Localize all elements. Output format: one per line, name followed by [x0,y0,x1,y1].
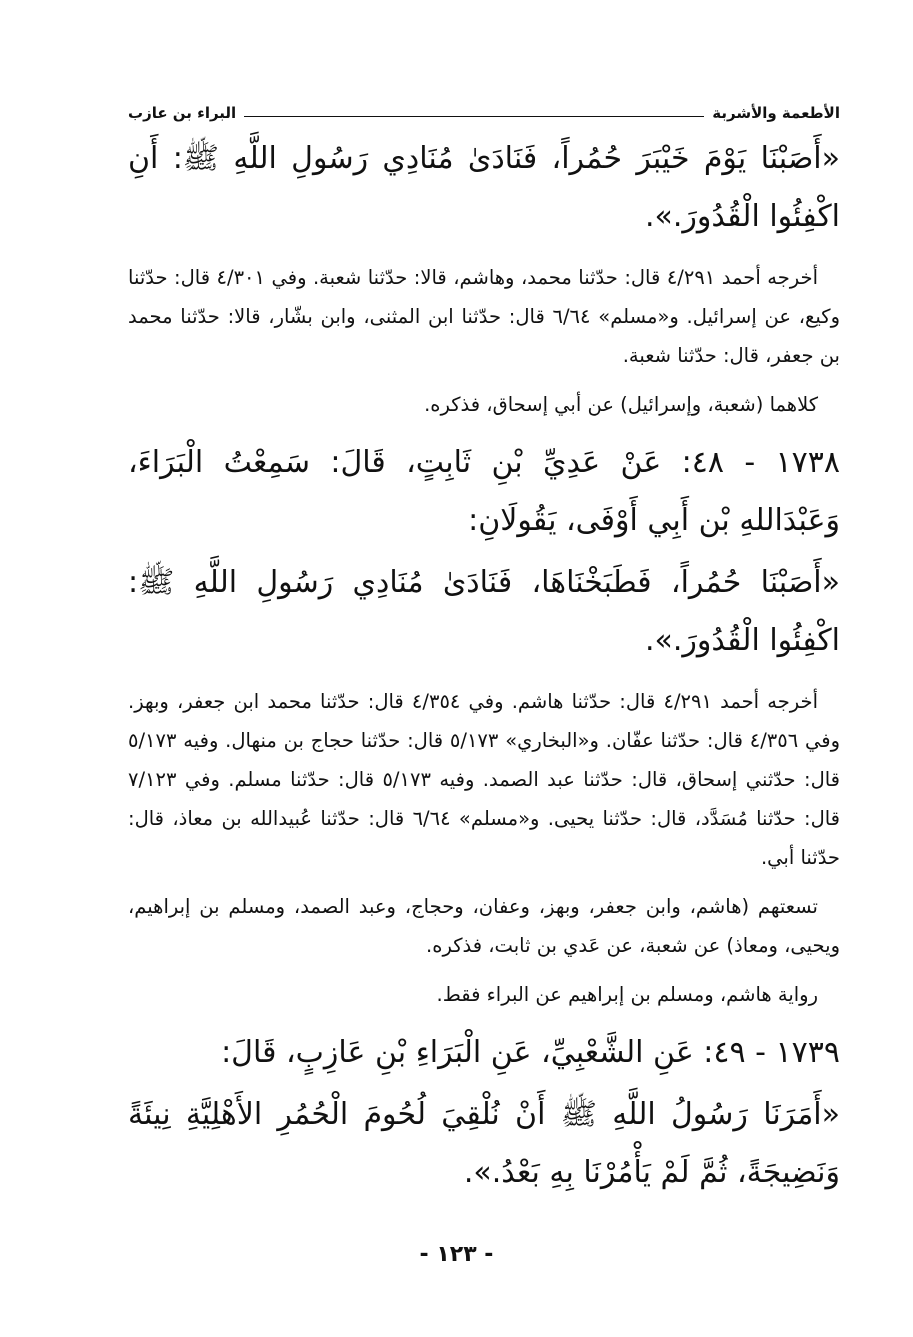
hadith-chain-1738: ١٧٣٨ - ٤٨: عَنْ عَدِيِّ بْنِ ثَابِتٍ، قَالَ: سَمِعْتُ الْبَرَاءَ، وَعَبْدَاللهِ بْن أَبِي أَوْفَى، يَقُولَانِ: [128,445,840,538]
hadith-text: «أَصَبْنَا يَوْمَ خَيْبَرَ حُمُراً، فَنَادَىٰ مُنَادِي رَسُولِ اللَّهِ ﷺ: أَنِ اكْفِئُوا الْقُدُورَ.». [128,141,840,234]
hadith-chain-1739: ١٧٣٩ - ٤٩: عَنِ الشَّعْبِيِّ، عَنِ الْبَرَاءِ بْنِ عَازِبٍ، قَالَ: [221,1035,840,1070]
hadith-text: «أَصَبْنَا حُمُراً، فَطَبَخْنَاهَا، فَنَادَىٰ مُنَادِي رَسُولِ اللَّهِ ﷺ: اكْفِئُوا الْقُدُورَ.». [128,565,840,658]
takhrij-paragraph: أخرجه أحمد ٤/٢٩١ قال: حدّثنا محمد، وهاشم، قالا: حدّثنا شعبة. وفي ٤/٣٠١ قال: حدّثنا وكيع، عن إسرائيل. و«مسلم» ٦/٦٤ قال: حدّثنا ابن المثنى، وابن بشّار، قالا: حدّثنا محمد بن جعفر، قال: حدّثنا شعبة. [128,266,840,367]
page-body [128,130,840,1214]
takhrij-summary: كلاهما (شعبة، وإسرائيل) عن أبي إسحاق، فذكره. [424,393,818,416]
header-narrator-title: البراء بن عازب [128,104,237,122]
takhrij-paragraph: أخرجه أحمد ٤/٢٩١ قال: حدّثنا هاشم. وفي ٤/٣٥٤ قال: حدّثنا محمد ابن جعفر، وبهز. وفي ٤/٣٥٦ قال: حدّثنا عفّان. و«البخاري» ٥/١٧٣ قال: حدّثنا حجاج بن منهال. وفيه ٥/١٧٣ قال: حدّثني إسحاق، قال: حدّثنا عبد الصمد. وفيه ٥/١٧٣ قال: حدّثنا مسلم. وفي ٧/١٢٣ قال: حدّثنا مُسَدَّد، قال: حدّثنا يحيى. و«مسلم» ٦/٦٤ قال: حدّثنا عُبيدالله بن معاذ، قال: حدّثنا أبي. [128,690,841,869]
hadith-text: «أَمَرَنَا رَسُولُ اللَّهِ ﷺ أَنْ نُلْقِيَ لُحُومَ الْحُمُرِ الأَهْلِيَّةِ نِيئَةً وَنَضِيجَةً، ثُمَّ لَمْ يَأْمُرْنَا بِهِ بَعْدُ.». [128,1097,840,1190]
takhrij-note: رواية هاشم، ومسلم بن إبراهيم عن البراء فقط. [436,983,818,1006]
running-header [128,98,840,122]
header-chapter-title: الأطعمة والأشربة [712,104,840,122]
header-rule [244,116,704,117]
takhrij-summary: تسعتهم (هاشم، وابن جعفر، وبهز، وعفان، وحجاج، وعبد الصمد، ومسلم بن إبراهيم، ويحيى، ومعاذ) عن شعبة، عن عَدي بن ثابت، فذكره. [128,895,840,957]
page-number: - ١٢٣ - [419,1242,494,1267]
